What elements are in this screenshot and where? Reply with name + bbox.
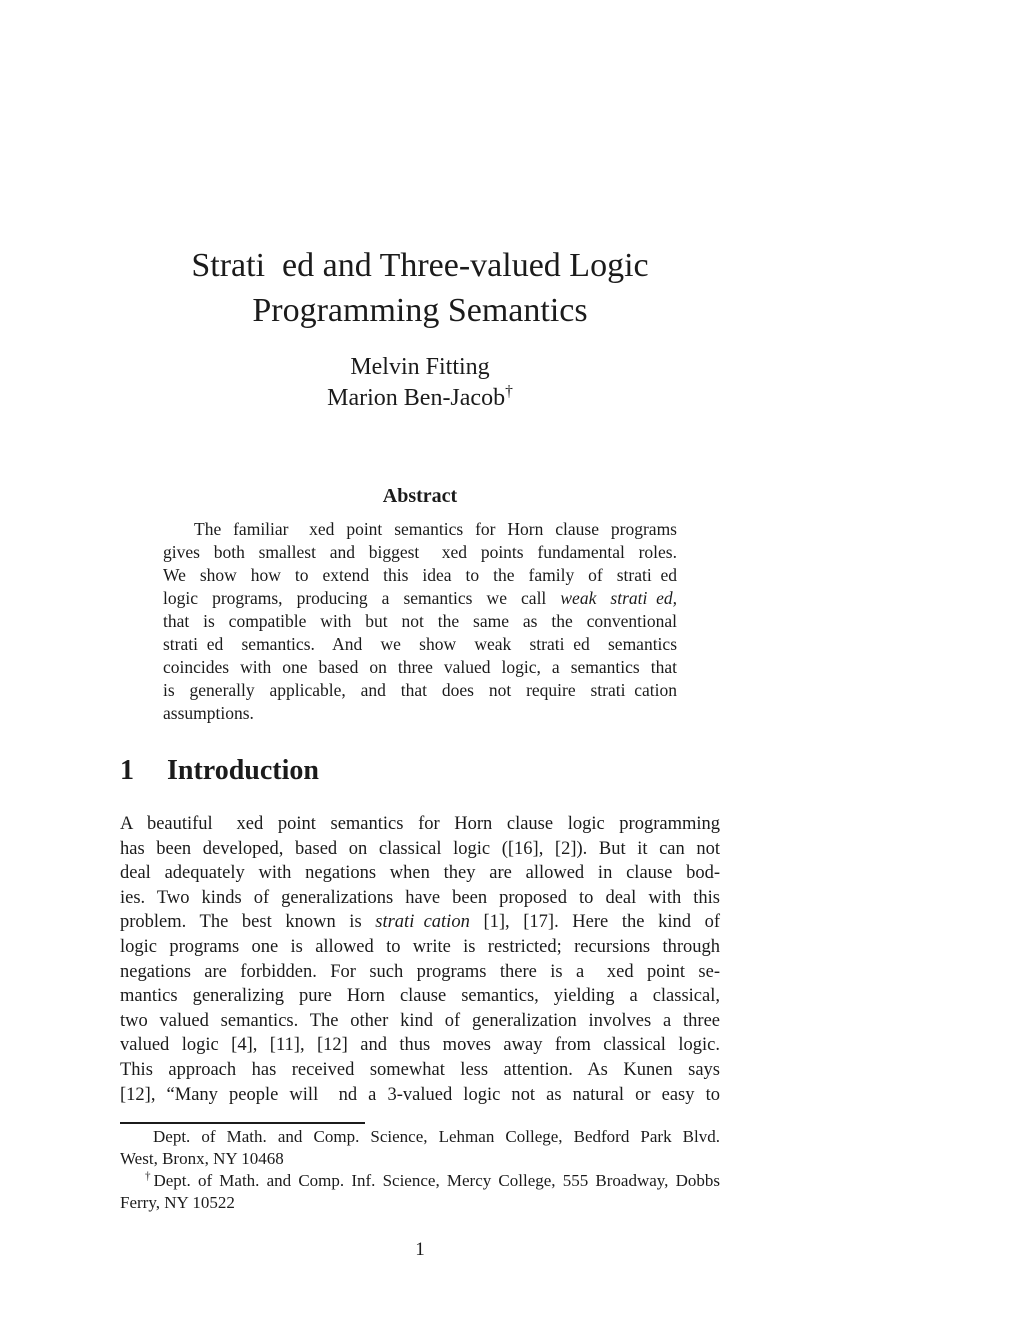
text-segment: weak strati ed,: [560, 588, 678, 608]
text-segment: has been developed, based on classical logic ([16], [2]). But it can not: [120, 838, 720, 859]
text-line: [163, 679, 677, 702]
paper-title: [120, 243, 720, 333]
text-segment: Marion Ben-Jacob: [327, 385, 506, 411]
text-line: [120, 1170, 720, 1192]
section-number: 1: [120, 755, 134, 786]
text-segment: Dept. of Math. and Comp. Inf. Science, Mercy College, 555 Broadway, Dobbs: [153, 1171, 721, 1190]
text-segment: The familiar xed point semantics for Horn clause programs: [194, 519, 677, 539]
text-line: [120, 1033, 720, 1058]
text-segment: gives both smallest and biggest xed points fundamental roles.: [163, 542, 677, 562]
title-line-1: Strati ed and Three-valued Logic: [191, 247, 649, 284]
text-line: [120, 1126, 720, 1148]
text-line: [120, 383, 720, 414]
title-line-2: Programming Semantics: [252, 292, 588, 329]
text-segment: negations are forbidden. For such programs there is a xed point se-: [120, 961, 720, 982]
text-line: [163, 587, 677, 610]
text-line: [120, 1009, 720, 1034]
text-line: [163, 656, 677, 679]
text-line: [120, 910, 720, 935]
text-segment: that is compatible with but not the same as the conventional: [163, 611, 677, 631]
text-segment: Dept. of Math. and Comp. Science, Lehman College, Bedford Park Blvd.: [153, 1127, 720, 1146]
text-line: [163, 518, 677, 541]
text-line: [120, 812, 720, 837]
section-heading: [120, 753, 720, 789]
text-segment: This approach has received somewhat less attention. As Kunen says: [120, 1059, 720, 1080]
text-line: [163, 702, 677, 725]
footnote-rule: [120, 1122, 365, 1124]
text-segment: strati cation: [375, 912, 470, 933]
text-segment: valued logic [4], [11], [12] and thus moves away from classical logic.: [120, 1035, 720, 1056]
text-segment: two valued semantics. The other kind of generalization involves a three: [120, 1010, 720, 1031]
text-line: [120, 984, 720, 1009]
abstract-heading: Abstract: [382, 485, 458, 507]
text-line: [120, 1192, 720, 1214]
text-segment: strati ed semantics. And we show weak strati ed semantics: [163, 634, 677, 654]
text-segment: mantics generalizing pure Horn clause semantics, yielding a classical,: [120, 986, 720, 1007]
text-segment: [12], “Many people will nd a 3-valued logic not as natural or easy to: [120, 1084, 720, 1105]
footnotes: [120, 1126, 720, 1214]
text-segment: logic programs one is allowed to write is restricted; recursions through: [120, 936, 720, 957]
abstract-body: [163, 518, 677, 725]
text-line: [120, 861, 720, 886]
text-segment: We show how to extend this idea to the family of strati ed: [163, 565, 677, 585]
text-line: [120, 837, 720, 862]
text-line: [120, 886, 720, 911]
text-segment: Melvin Fitting: [350, 354, 490, 380]
text-segment: deal adequately with negations when they are allowed in clause bod-: [120, 863, 720, 884]
text-line: [163, 564, 677, 587]
text-line: [163, 633, 677, 656]
text-line: [120, 1058, 720, 1083]
text-line: [120, 935, 720, 960]
page-number: 1: [415, 1239, 425, 1260]
text-segment: A beautiful xed point semantics for Horn clause logic programming: [120, 814, 720, 834]
dagger-mark: †: [145, 1170, 154, 1183]
text-segment: problem. The best known is: [120, 912, 376, 933]
text-segment: Ferry, NY 10522: [120, 1193, 235, 1212]
author-block: [120, 352, 720, 414]
text-block: [120, 0, 720, 1320]
text-line: [163, 610, 677, 633]
text-line: [120, 352, 720, 383]
text-line: [120, 1148, 720, 1170]
dagger-mark: †: [505, 383, 513, 400]
text-segment: assumptions.: [163, 703, 254, 723]
text-segment: logic programs, producing a semantics we call: [163, 588, 561, 608]
text-segment: ies. Two kinds of generalizations have been proposed to deal with this: [120, 887, 720, 908]
text-segment: is generally applicable, and that does not require strati cation: [163, 680, 677, 700]
text-line: [120, 960, 720, 985]
text-line: [120, 1083, 720, 1108]
text-segment: West, Bronx, NY 10468: [120, 1149, 284, 1168]
section-title: Introduction: [167, 755, 319, 786]
text-segment: coincides with one based on three valued logic, a semantics that: [163, 657, 677, 677]
text-segment: [1], [17]. Here the kind of: [469, 912, 720, 933]
introduction-paragraph: [120, 812, 720, 1107]
text-line: [163, 541, 677, 564]
